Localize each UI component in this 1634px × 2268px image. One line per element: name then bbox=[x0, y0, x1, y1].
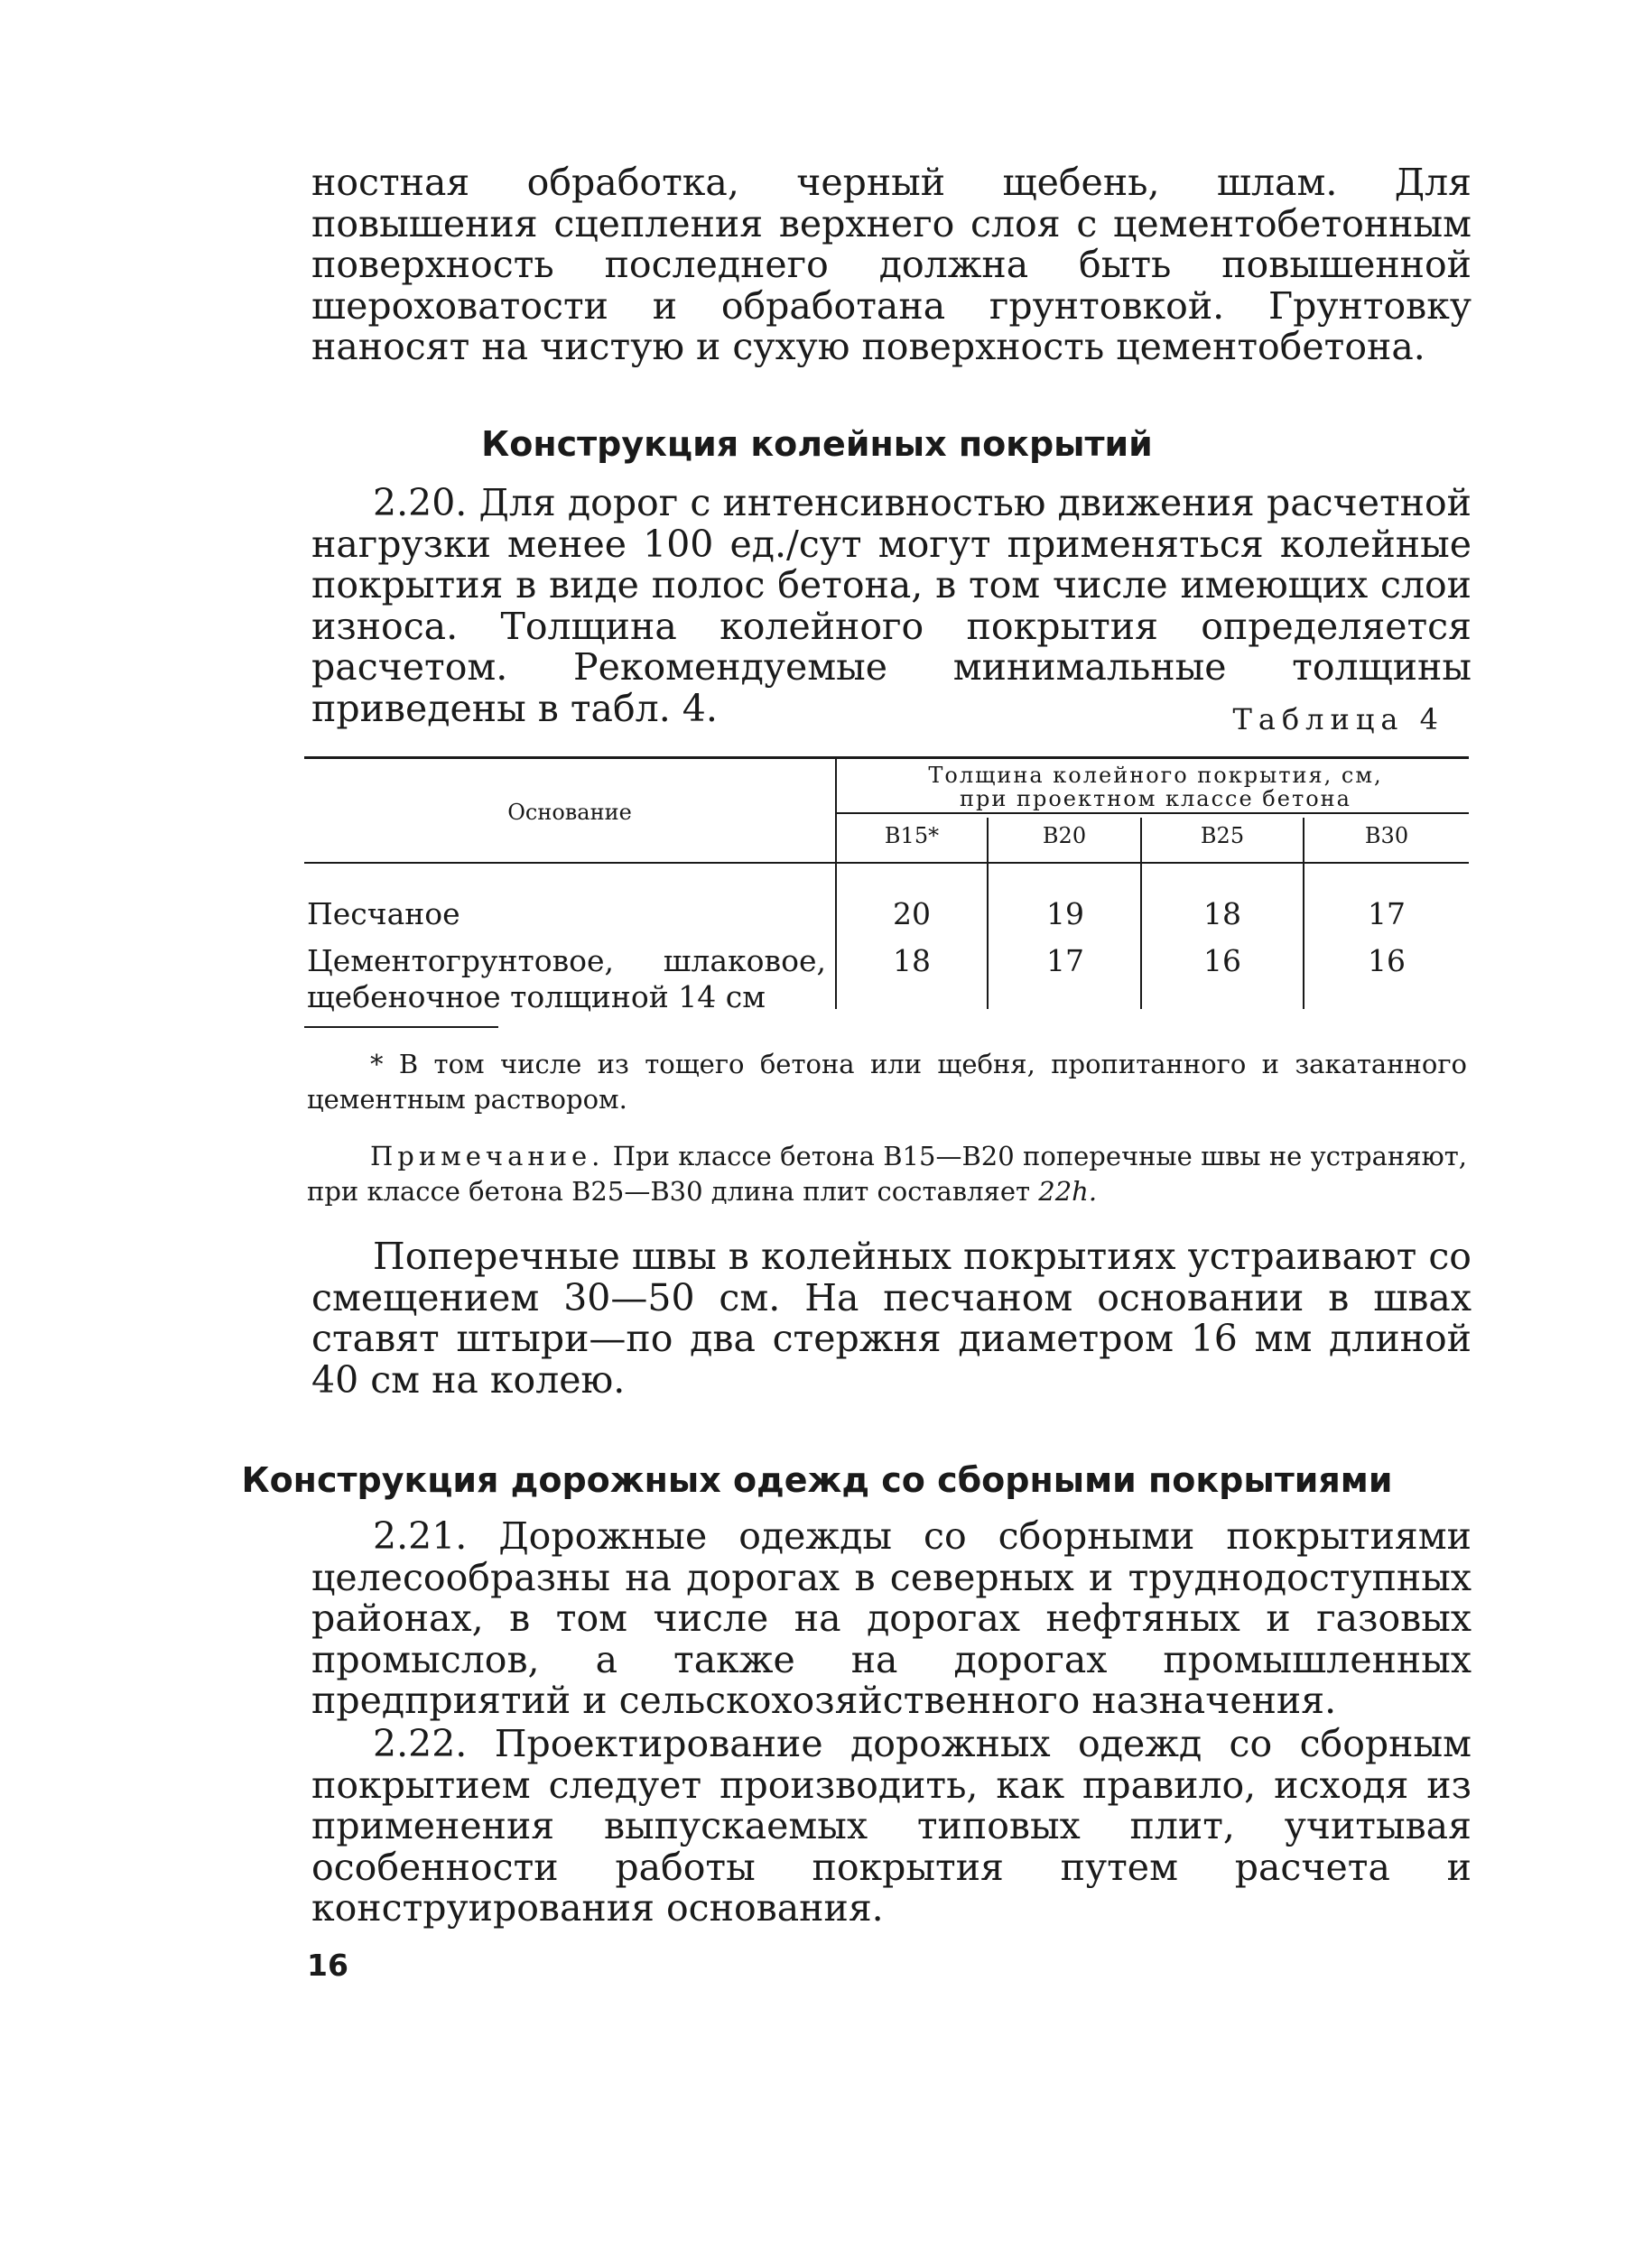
table-note bbox=[307, 1139, 1467, 1209]
row-2-b25: 16 bbox=[1203, 943, 1241, 978]
paragraph-joints: Поперечные швы в колейных покрытиях устраивают со смещением 30—50 см. На песчаном основании в швах ставят штыри—по два стержня диаметром 16 мм длиной 40 см на колею. bbox=[311, 1235, 1472, 1402]
footnote: * В том числе из тощего бетона или щебня, пропитанного и закатанного цементным раствором. bbox=[307, 1049, 1467, 1115]
row-1-b15: 20 bbox=[893, 896, 931, 931]
page-number: 16 bbox=[307, 1948, 348, 1983]
table-vline-1 bbox=[835, 756, 837, 1009]
table-group-rule bbox=[837, 812, 1469, 814]
header-class-b15: В15* bbox=[884, 823, 940, 848]
row-2-label: Цементогрунтовое, шлаковое, щебеночное толщиной 14 см bbox=[307, 943, 826, 1014]
table-top-rule bbox=[304, 756, 1469, 759]
header-group-line2: при проектном классе бетона bbox=[960, 786, 1351, 811]
row-1-b25: 18 bbox=[1203, 896, 1241, 931]
header-class-b30: В30 bbox=[1364, 823, 1409, 848]
row-1-b30: 17 bbox=[1368, 896, 1406, 931]
note-label: Примечание. bbox=[370, 1141, 605, 1171]
header-group-line1: Толщина колейного покрытия, см, bbox=[928, 763, 1383, 788]
note-value: 22h. bbox=[1038, 1176, 1098, 1207]
row-1-b20: 19 bbox=[1046, 896, 1084, 931]
row-2-b30: 16 bbox=[1368, 943, 1406, 978]
paragraph-2-20: 2.20. Для дорог с интенсивностью движения расчетной нагрузки менее 100 ед./сут могут применяться колейные покрытия в виде полос бетона, в том числе имеющих слои износа. Толщина колейного покрытия определяется расчетом. Рекомендуемые минимальные толщины приведены в табл. 4. bbox=[311, 481, 1472, 730]
header-class-b25: В25 bbox=[1200, 823, 1245, 848]
header-class-b20: В20 bbox=[1042, 823, 1087, 848]
row-1-label: Песчаное bbox=[307, 896, 460, 931]
table-caption: Таблица 4 bbox=[1232, 702, 1444, 736]
paragraph-top: ностная обработка, черный щебень, шлам. Для повышения сцепления верхнего слоя с цементобетонным поверхность последнего должна быть повышенной шероховатости и обработана грунтовкой. Грунтовку наносят на чистую и сухую поверхность цементобетона. bbox=[311, 161, 1472, 368]
header-base: Основание bbox=[507, 800, 632, 825]
heading-precast-pavements: Конструкция дорожных одежд со сборными покрытиями bbox=[241, 1460, 1393, 1500]
note-text: При классе бетона В15—В20 поперечные швы не устраняют, при классе бетона В25—В30 длина плит составляет bbox=[307, 1141, 1467, 1207]
table-header-rule bbox=[304, 862, 1469, 864]
footnote-rule bbox=[304, 1026, 498, 1028]
heading-rut-pavements: Конструкция колейных покрытий bbox=[481, 424, 1153, 464]
paragraph-2-21: 2.21. Дорожные одежды со сборными покрытиями целесообразны на дорогах в северных и труднодоступных районах, в том числе на дорогах нефтяных и газовых промыслов, а также на дорогах промышленных предприятий и сельскохозяйственного назначения. bbox=[311, 1514, 1472, 1722]
paragraph-2-22: 2.22. Проектирование дорожных одежд со сборным покрытием следует производить, как правило, исходя из применения выпускаемых типовых плит, учитывая особенности работы покрытия путем расчета и конструирования основания. bbox=[311, 1722, 1472, 1930]
row-2-b20: 17 bbox=[1046, 943, 1084, 978]
row-2-b15: 18 bbox=[893, 943, 931, 978]
